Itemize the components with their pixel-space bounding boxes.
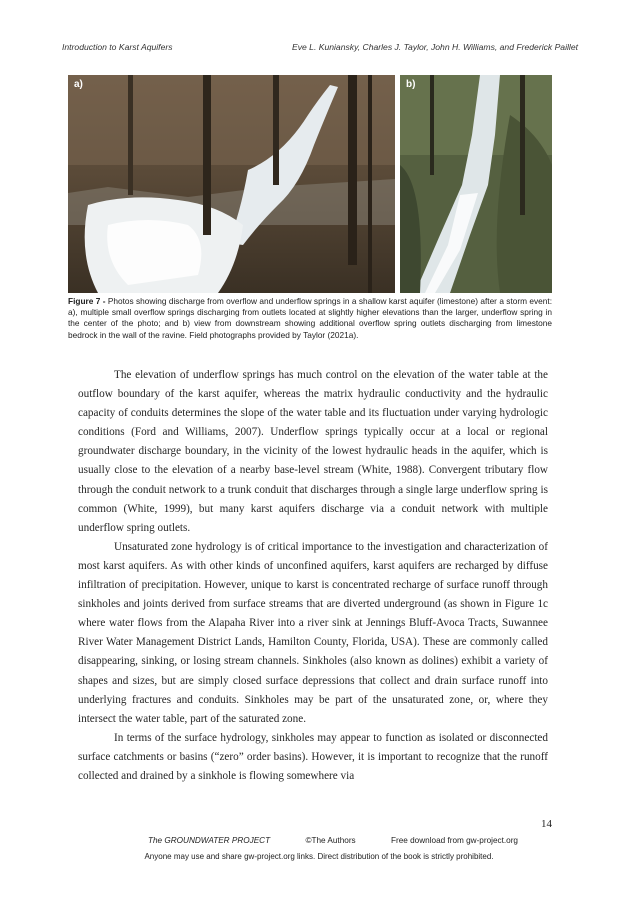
photo-a <box>68 75 395 293</box>
paragraph: The elevation of underflow springs has much control on the elevation of the water table at the outflow boundary of the karst aquifer, whereas the matrix hydraulic conductivity and the hydraulic capacity of conduits determines the slope of the water table and its fluctuation under varying hydrologic conditions (Ford and Williams, 2007). Underflow springs typically occur at a local or regional groundwater discharge boundary, in the vicinity of the lowest hydraulic heads in the aquifer, which is usually close to the elevation of a nearby base-level stream (White, 1988). Convergent tributary flow through the conduit network to a trunk conduit that discharges through a single large underflow spring is common (White, 1999), but many karst aquifers discharge via a conduit network with multiple underflow spring outlets. <box>78 369 548 534</box>
footer <box>148 836 518 845</box>
running-header <box>62 42 578 52</box>
photo-b <box>400 75 552 293</box>
footer-copyright: ©The Authors <box>305 836 356 845</box>
footer-license-note: Anyone may use and share gw-project.org links. Direct distribution of the book is strictly prohibited. <box>144 852 494 861</box>
photo-b-image <box>400 75 552 293</box>
page-number: 14 <box>541 818 552 830</box>
panel-a-label: a) <box>74 79 83 90</box>
caption-text: Photos showing discharge from overflow and underflow springs in a shallow karst aquifer (limestone) after a storm event: a), multiple small overflow springs discharging from outlets located at slightly higher elevations than the larger, underflow spring in the center of the photo; and b) view from downstream showing additional overflow spring outlets discharging from limestone bedrock in the wall of the ravine. Field photographs provided by Taylor (2021a). <box>68 296 552 340</box>
footer-download-note: Free download from gw-project.org <box>391 836 518 845</box>
panel-b-label: b) <box>406 79 416 90</box>
header-authors: Eve L. Kuniansky, Charles J. Taylor, John H. Williams, and Frederick Paillet <box>291 42 578 52</box>
paragraph: In terms of the surface hydrology, sinkholes may appear to function as isolated or disconnected surface catchments or basins (“zero” order basins). However, it is important to recognize that the runoff collected and drained by a sinkhole is flowing somewhere via <box>78 731 548 782</box>
photo-a-image <box>68 75 395 293</box>
body-text <box>78 366 548 786</box>
caption-label: Figure 7 - <box>68 296 106 306</box>
figure-caption <box>68 296 552 341</box>
footer-project-name: The GROUNDWATER PROJECT <box>148 836 271 845</box>
paragraph: Unsaturated zone hydrology is of critical importance to the investigation and characterization of most karst aquifers. As with other kinds of unconfined aquifers, karst aquifers are recharged by diffuse infiltration of precipitation. However, unique to karst is concentrated recharge of surface runoff through sinkholes and joints derived from surface streams that are diverted underground (as shown in Figure 1c where water flows from the Alapaha River into a river sink at Jennings Bluff-Avoca Tracts, Suwannee River Water Management District Lands, Hamilton County, Florida, USA). These are commonly called disappearing, sinking, or losing stream channels. Sinkholes (also known as dolines) exhibit a variety of shapes and sizes, but are simply closed surface depressions that collect and drain surface runoff into underlying fractures and conduits. Sinkholes may be part of the unsaturated zone, or, where they intersect the water table, part of the saturated zone. <box>78 540 548 725</box>
figure-7 <box>68 75 552 293</box>
header-book-title: Introduction to Karst Aquifers <box>62 42 173 52</box>
